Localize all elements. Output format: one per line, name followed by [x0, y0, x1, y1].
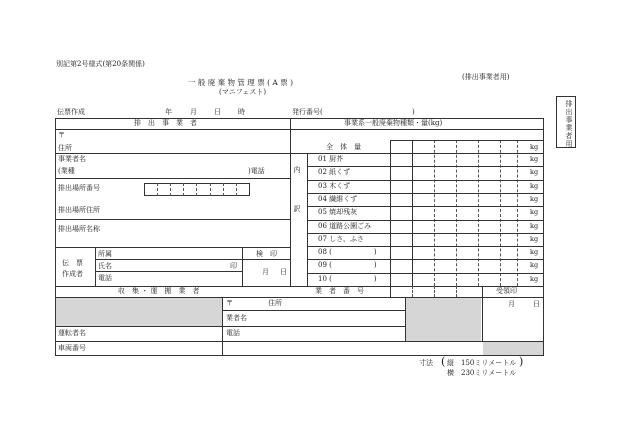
line-total: [290, 153, 544, 154]
transport-col-divider2: [405, 297, 406, 341]
total-unit: kg: [530, 143, 539, 151]
line-row1: [55, 129, 544, 130]
line-transport-address: [222, 310, 405, 311]
digit-col: [456, 140, 457, 286]
digit-col: [478, 140, 479, 286]
issue-number-close: ): [412, 108, 415, 116]
received-divider: [482, 286, 483, 341]
breakdown-label: 内 訳: [293, 166, 301, 218]
received-month: 月: [508, 300, 515, 308]
waste-item-label: 05 焼却残灰: [318, 208, 358, 217]
side-tab-label: 排出事業者用: [565, 100, 573, 148]
amount-column-left: [390, 140, 391, 286]
site-address-label: 排出場所住所: [58, 206, 100, 214]
site-number-divider: [210, 183, 211, 196]
waste-item-label: 10 ( ): [318, 274, 377, 283]
license-number-label: 業 者 番 号: [315, 287, 364, 295]
waste-title: 事業系一般廃棄物種類・量(kg): [344, 119, 443, 127]
driver-name-label: 運転者名: [58, 329, 86, 337]
waste-item-label: 08 ( ): [318, 248, 377, 257]
waste-item-unit: kg: [530, 155, 539, 163]
waste-item-label: 03 木くず: [318, 181, 351, 190]
waste-row-line: [307, 180, 544, 181]
line-site-address: [55, 219, 290, 220]
emitter-company-label: 事業者名: [58, 155, 86, 163]
transport-shaded-left: [56, 298, 222, 326]
license-divider: [390, 286, 391, 297]
emitter-phone-label: )電話: [248, 167, 265, 175]
waste-item-label: 04 繊維くず: [318, 194, 358, 203]
license-digit: [434, 286, 435, 297]
seal-label: 印: [230, 262, 237, 270]
slip-creator-label: 伝 票 作成者: [62, 259, 83, 278]
site-number-divider: [183, 183, 184, 196]
year-label: 年: [165, 108, 172, 116]
form-reference: 別記第2号様式(第20条関係): [56, 60, 145, 68]
form-title: 一 般 廃 棄 物 管 理 票 ( A 票 ): [188, 78, 293, 87]
waste-item-label: 06 道路公園ごみ: [318, 221, 372, 230]
creator-name-label: 氏名: [98, 262, 112, 270]
inspection-label: 検 印: [256, 250, 277, 258]
waste-item-unit: kg: [530, 261, 539, 270]
emitter-business-type: (業種: [58, 167, 75, 175]
vehicle-number-label: 車両番号: [58, 344, 86, 352]
waste-item-label: 01 厨芥: [318, 155, 344, 163]
copy-label: (排出事業者用): [462, 73, 510, 81]
line-emitter-address: [55, 153, 290, 154]
line-transport-company: [55, 326, 405, 327]
waste-item-unit: kg: [530, 194, 539, 203]
size-note-label: 寸法: [419, 359, 433, 367]
transport-shaded-right: [483, 342, 543, 355]
waste-item-unit: kg: [530, 221, 539, 230]
transport-phone-label: 電話: [226, 329, 240, 337]
transport-postal-mark: 〒: [226, 299, 233, 307]
site-number-divider: [236, 183, 237, 196]
waste-item-label: 09 ( ): [318, 261, 377, 270]
waste-item-label: 02 紙くず: [318, 168, 351, 177]
form-subtitle: (マニフェスト): [219, 88, 267, 96]
size-note-bracket-right: ): [519, 355, 524, 368]
month-label: 月: [190, 108, 197, 116]
waste-item-label: 07 しさ、ふさ: [318, 234, 364, 243]
digit-col: [517, 140, 518, 286]
waste-item-unit: kg: [530, 168, 539, 177]
line-driver: [55, 341, 544, 342]
emitter-address-label: 住所: [58, 144, 72, 152]
emitter-postal-mark: 〒: [58, 131, 65, 139]
digit-col: [434, 140, 435, 286]
waste-row-line: [307, 220, 544, 221]
site-number-divider: [170, 183, 171, 196]
transport-company-label: 業者名: [226, 314, 247, 322]
license-digit: [456, 286, 457, 297]
waste-row-line: [307, 246, 544, 247]
affiliation-label: 所属: [98, 250, 112, 258]
waste-item-unit: kg: [530, 181, 539, 190]
waste-row-line: [307, 259, 544, 260]
site-name-label: 排出場所名称: [58, 225, 100, 233]
slip-date-label: 伝票作成: [57, 108, 85, 116]
size-note-width: 横 230ミリメートル: [447, 369, 517, 377]
line-inspection: [242, 259, 290, 260]
line-name: [95, 271, 242, 272]
size-note-bracket-left: (: [441, 355, 446, 368]
inspection-day: 日: [280, 268, 287, 276]
site-number-input[interactable]: [144, 183, 250, 196]
license-digit: [412, 286, 413, 297]
line-emitter-company: [55, 178, 290, 179]
site-number-label: 排出場所番号: [58, 184, 100, 192]
size-note-height: 縦 150ミリメートル: [447, 359, 517, 367]
line-waste-top: [390, 140, 544, 141]
side-tab: [556, 96, 576, 148]
waste-item-unit: kg: [530, 234, 539, 243]
received-seal-label: 受領印: [496, 287, 517, 295]
waste-item-unit: kg: [530, 208, 539, 217]
inspection-month: 月: [262, 268, 269, 276]
received-day: 日: [533, 300, 540, 308]
emitter-title: 排 出 事 業 者: [134, 119, 197, 127]
waste-item-unit: kg: [530, 248, 539, 257]
waste-row-line: [307, 273, 544, 274]
waste-row-line: [307, 233, 544, 234]
issue-number-label: 発行番号(: [292, 108, 323, 116]
site-number-divider: [196, 183, 197, 196]
divider-emitter-waste: [290, 118, 291, 286]
transport-shaded-mid: [405, 298, 481, 341]
waste-total-label: 全 体 量: [326, 143, 361, 151]
transport-title: 収 集 ・ 運 搬 業 者: [118, 287, 200, 295]
transport-address-label: 住所: [268, 299, 282, 307]
day-label: 日: [214, 108, 221, 116]
digit-col: [412, 140, 413, 286]
site-number-divider: [157, 183, 158, 196]
inspection-divider: [242, 247, 243, 286]
hour-label: 時: [238, 108, 245, 116]
site-number-divider: [223, 183, 224, 196]
creator-phone-label: 電話: [98, 274, 112, 282]
line-site-name: [55, 247, 290, 248]
digit-col: [500, 140, 501, 286]
waste-row-line: [307, 193, 544, 194]
line-affiliation: [95, 259, 242, 260]
waste-item-unit: kg: [530, 274, 539, 283]
slip-creator-divider: [95, 247, 96, 286]
